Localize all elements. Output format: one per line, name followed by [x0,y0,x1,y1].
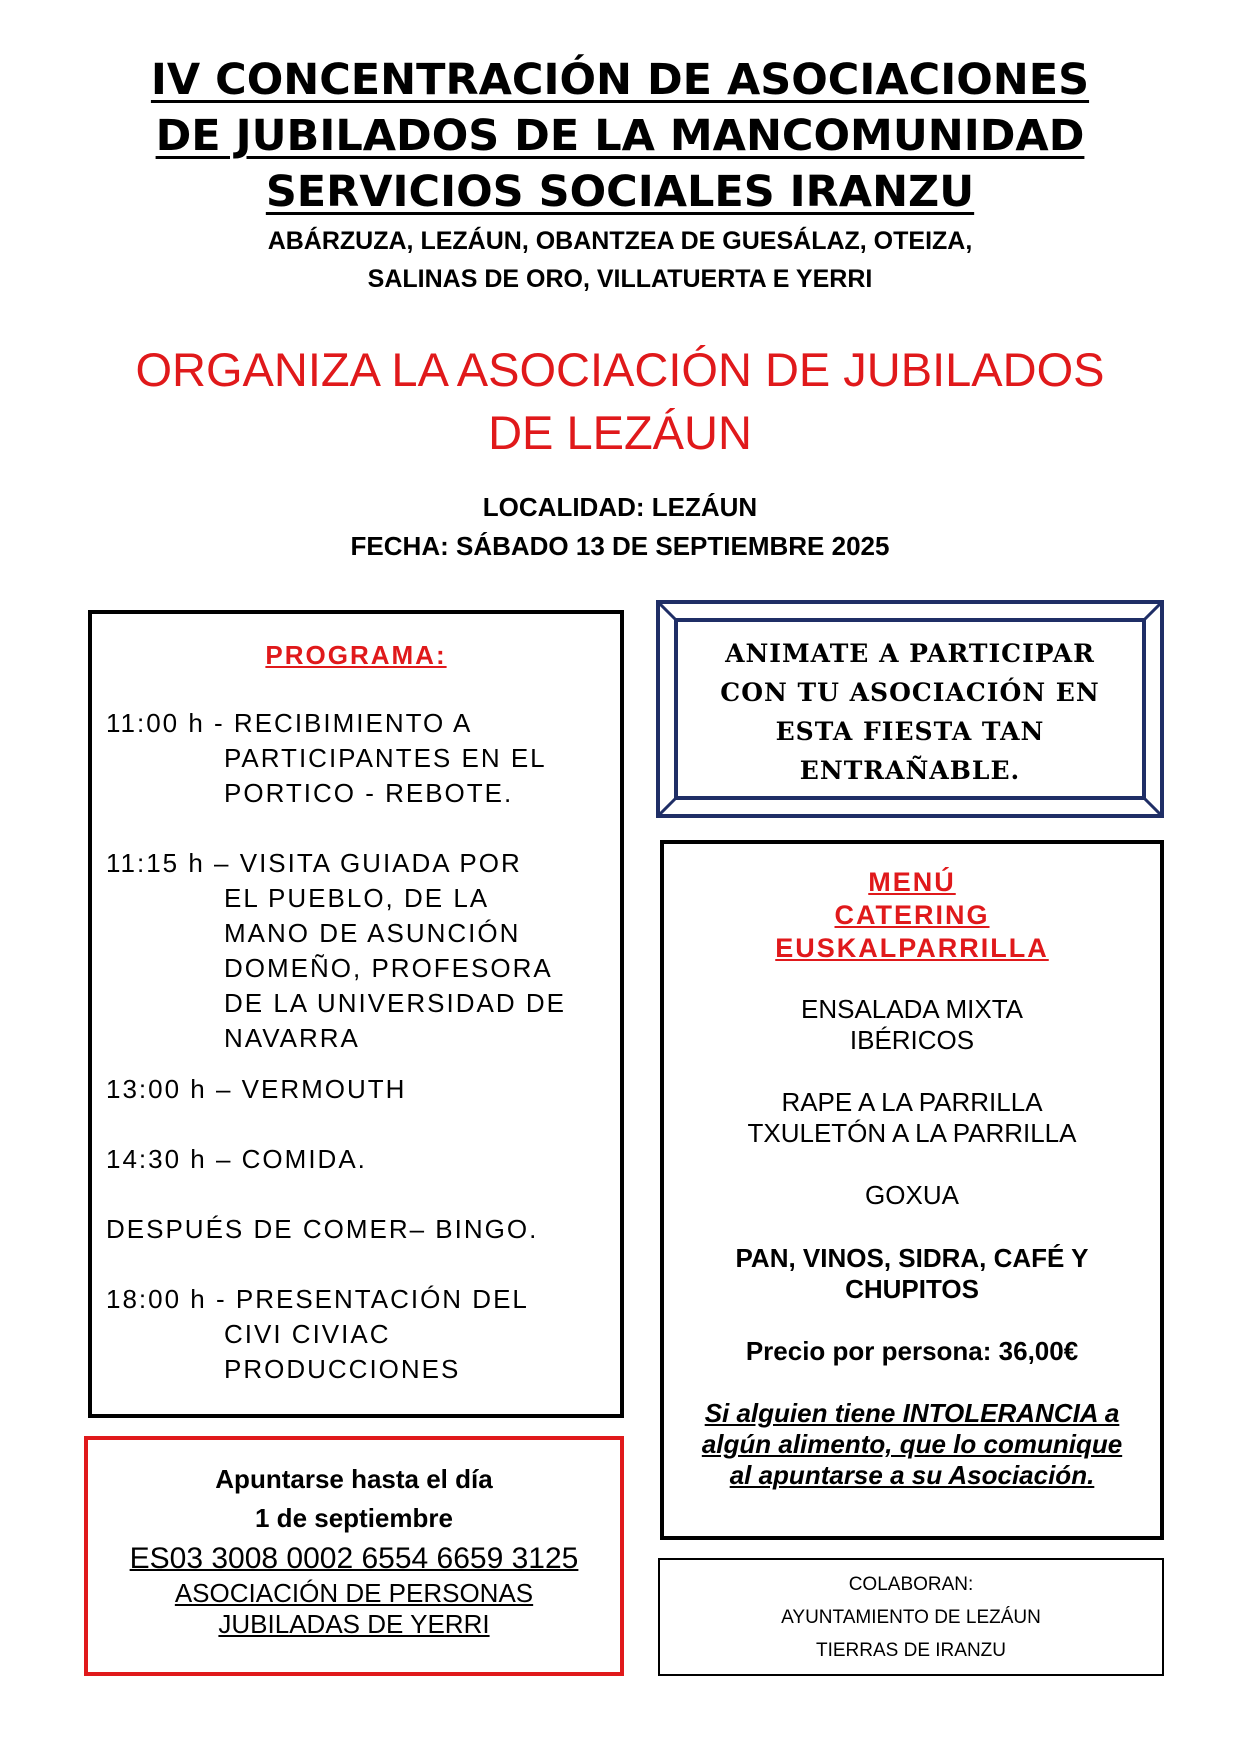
program-item-line: EL PUEBLO, DE LA [224,883,490,913]
program-title: PROGRAMA: [265,640,447,670]
collaborators-info [658,1568,1164,1667]
signup-info [84,1460,624,1640]
program-item [106,846,616,1056]
program-item-line: PARTICIPANTES EN EL [224,743,547,773]
animate-message [674,634,1146,790]
animate-line: ESTA FIESTA TAN [775,717,1045,746]
program-item-line: PORTICO - REBOTE. [224,778,514,808]
program-item-line: DOMEÑO, PROFESORA [224,953,553,983]
signup-deadline-label: Apuntarse hasta el día [215,1464,493,1494]
account-holder-line [84,1609,624,1640]
program-item-time-line: DESPUÉS DE COMER– BINGO. [106,1214,539,1244]
date-value: SÁBADO 13 DE SEPTIEMBRE 2025 [455,531,890,561]
collaborator-item: TIERRAS DE IRANZU [815,1640,1007,1661]
price-text: Precio por persona: 36,00€ [745,1336,1079,1366]
program-item-time-line: 11:15 h – VISITA GUIADA POR [106,848,522,878]
locality-label: LOCALIDAD: [482,492,652,522]
bank-account-number: ES03 3008 0002 6554 6659 3125 [129,1542,579,1575]
towns-list [0,222,1240,298]
program-item [106,1072,616,1107]
note-line [660,1398,1164,1429]
menu-item: IBÉRICOS [849,1025,975,1055]
title-line-3 [0,164,1240,220]
account-holder-text: JUBILADAS DE YERRI [218,1609,490,1639]
program-item-time-line: 13:00 h – VERMOUTH [106,1074,407,1104]
menu-heading-text: CATERING [834,900,990,930]
menu-item: ENSALADA MIXTA [800,994,1024,1024]
menu-starters [660,994,1164,1056]
program-item-line: MANO DE ASUNCIÓN [224,918,521,948]
menu-heading [660,866,1164,965]
date-row [0,527,1240,566]
program-item [106,706,616,811]
towns-line-1: ABÁRZUZA, LEZÁUN, OBANTZEA DE GUESÁLAZ, OTEIZA, [267,227,973,255]
locality-value: LEZÁUN [651,492,758,522]
program-item [106,1142,616,1177]
organizer-heading [0,338,1240,464]
animate-line: ANIMATE A PARTICIPAR [725,639,1095,668]
program-item [106,1282,616,1387]
menu-heading-text: MENÚ [868,867,956,897]
program-item-time-line: 14:30 h – COMIDA. [106,1144,367,1174]
menu-mains [660,1087,1164,1149]
title-line-2-text: DE JUBILADOS DE LA MANCOMUNIDAD [155,111,1085,161]
animate-line: CON TU ASOCIACIÓN EN [720,678,1100,707]
date-label: FECHA: [350,531,456,561]
program-item-time-line: 11:00 h - RECIBIMIENTO A [106,708,473,738]
intolerance-note [660,1398,1164,1491]
program-item-line: CIVI CIVIAC [224,1319,391,1349]
note-line [660,1429,1164,1460]
menu-dessert [660,1180,1164,1211]
menu-price [660,1336,1164,1367]
program-item-time-line: 18:00 h - PRESENTACIÓN DEL [106,1284,529,1314]
title-line-3-text: SERVICIOS SOCIALES IRANZU [265,167,975,217]
menu-heading-text: EUSKALPARRILLA [775,933,1049,963]
menu-heading-line [660,866,1164,899]
title-line-2 [0,108,1240,164]
collaborator-item: AYUNTAMIENTO DE LEZÁUN [781,1607,1041,1628]
towns-line-2: SALINAS DE ORO, VILLATUERTA E YERRI [367,265,873,293]
title-line-1-text: IV CONCENTRACIÓN DE ASOCIACIONES [150,55,1090,105]
program-item [106,1212,616,1247]
menu-item: GOXUA [865,1180,959,1210]
locality-row [0,488,1240,527]
menu-item: PAN, VINOS, SIDRA, CAFÉ Y [735,1243,1089,1273]
organizer-line-2: DE LEZÁUN [488,406,752,459]
event-info [0,488,1240,566]
note-text: Si alguien tiene INTOLERANCIA a [704,1398,1120,1428]
title-line-1 [0,52,1240,108]
organizer-line-1: ORGANIZA LA ASOCIACIÓN DE JUBILADOS [135,343,1105,396]
note-text: al apuntarse a su Asociación. [729,1460,1095,1490]
main-title [0,52,1240,220]
collaborators-label: COLABORAN: [848,1574,974,1595]
signup-deadline-date: 1 de septiembre [255,1503,453,1533]
program-item-line: DE LA UNIVERSIDAD DE [224,988,566,1018]
account-holder-line [84,1578,624,1609]
menu-item: CHUPITOS [845,1274,979,1304]
program-item-line: NAVARRA [224,1023,360,1053]
note-line [660,1460,1164,1491]
program-box [88,610,624,1418]
menu-item: RAPE A LA PARRILLA [781,1087,1043,1117]
account-holder-text: ASOCIACIÓN DE PERSONAS [174,1578,534,1608]
menu-drinks [660,1243,1164,1305]
note-text: algún alimento, que lo comunique [701,1429,1123,1459]
menu-heading-line [660,899,1164,932]
menu-item: TXULETÓN A LA PARRILLA [747,1118,1077,1148]
animate-line: ENTRAÑABLE. [799,756,1021,785]
program-item-line: PRODUCCIONES [224,1354,461,1384]
menu-heading-line [660,932,1164,965]
